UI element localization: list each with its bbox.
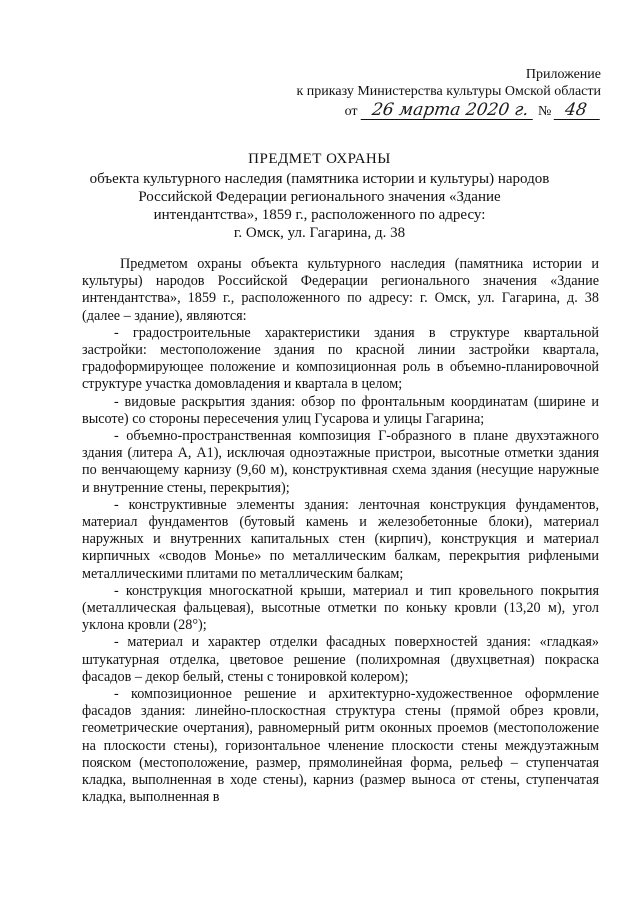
title-line: интендантства», 1859 г., расположенного по адресу: <box>153 207 486 223</box>
list-item: - конструктивные элементы здания: ленточная конструкция фундаментов, материал фундаментов (бутовый камень и железобетонные блоки), материал наружных и внутренних капитальных стен (кирпич), конструкция и материал кирпичных «сводов Монье» по металлическим балкам, перекрытия рифлеными металлическими плитами по металлическим балкам; <box>82 496 599 582</box>
title-line: Российской Федерации регионального значения «Здание <box>138 189 501 205</box>
handwritten-date: 26 марта 2020 г. <box>360 101 535 120</box>
document-body <box>82 256 599 807</box>
title-line: объекта культурного наследия (памятника истории и культуры) народов <box>89 171 550 187</box>
list-item: - композиционное решение и архитектурно-художественное оформление фасадов здания: линейно-плоскостная структура стены (прямой обрез кровли, геометрические очертания), равномерный ритм оконных проемов (местоположение на плоскости стены), горизонтальное членение плоскости стены междуэтажным пояском (местоположение, размер, прямолинейная форма, рельеф – ступенчатая кладка, выполненная в ходе стены), карниз (размер выноса от стены, ступенчатая кладка, выполненная в <box>82 686 599 806</box>
intro-paragraph: Предметом охраны объекта культурного наследия (памятника истории и культуры) народов Российской Федерации регионального значения «Здание интендантства», 1859 г., расположенного по адресу: г. Омск, ул. Гагарина, д. 38 (далее – здание), являются: <box>82 256 599 324</box>
handwritten-number: 48 <box>554 101 602 120</box>
appendix-header <box>297 66 602 120</box>
list-item: - материал и характер отделки фасадных поверхностей здания: «гладкая» штукатурная отделка, цветовое решение (полихромная (двухцветная) покраска фасадов – декор белый, стены с тонировкой колером); <box>82 634 599 685</box>
list-item: - конструкция многоскатной крыши, материал и тип кровельного покрытия (металлическая фальцевая), высотные отметки по коньку кровли (13,20 м), угол уклона кровли (28°); <box>82 582 599 634</box>
list-item: - видовые раскрытия здания: обзор по фронтальным координатам (ширине и высоте) со стороны пересечения улиц Гусарова и улицы Гагарина; <box>82 393 599 427</box>
title-main: ПРЕДМЕТ ОХРАНЫ <box>248 151 391 167</box>
order-date-number-line <box>297 101 602 120</box>
title-line: г. Омск, ул. Гагарина, д. 38 <box>233 225 406 241</box>
list-item: - объемно-пространственная композиция Г-образного в плане двухэтажного здания (литера А, А1), исключая одноэтажные пристрои, высотные отметки здания по венчающему карнизу (9,60 м), конструктивная схема здания (несущие наружные и внутренние стены, перекрытия); <box>82 428 599 496</box>
document-title <box>0 150 639 242</box>
number-sign: № <box>538 104 552 119</box>
order-reference: к приказу Министерства культуры Омской области <box>296 84 601 99</box>
from-label: от <box>344 104 358 119</box>
list-item: - градостроительные характеристики здания в структуре квартальной застройки: местоположение здания по красной линии застройки квартала, градоформирующее положение и композиционная роль в объемно-планировочной структуре участка домовладения и квартала в целом; <box>82 324 599 393</box>
appendix-label: Приложение <box>525 67 601 82</box>
